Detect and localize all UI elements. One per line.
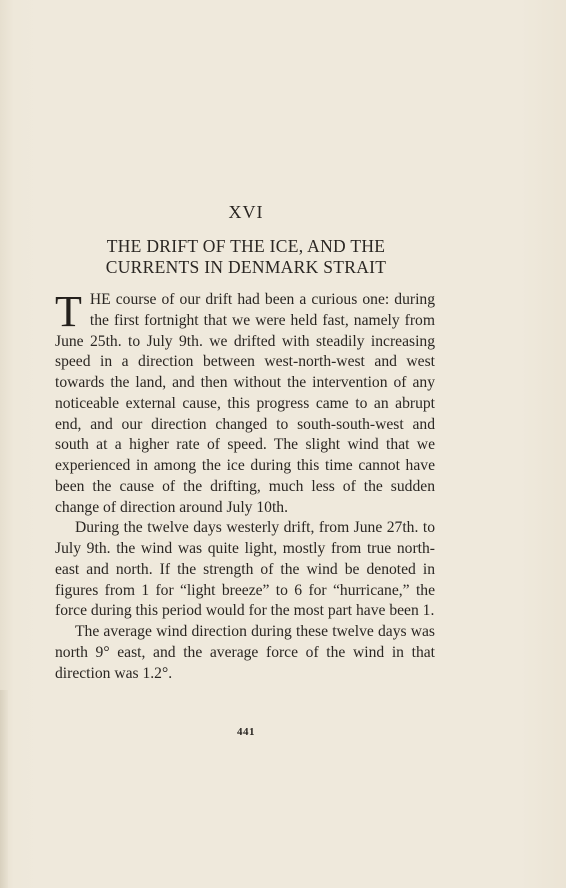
paragraph-1 <box>55 287 435 518</box>
chapter-title: THE DRIFT OF THE ICE, AND THE CURRENTS IN DENMARK STRAIT <box>105 236 387 277</box>
drop-cap: T <box>55 287 82 336</box>
body-text <box>55 287 435 684</box>
paragraph-2: During the twelve days westerly drift, from June 27th. to July 9th. the wind was quite light, mostly from true north-east and north. If the strength of the wind be denoted in figures from 1 for “light breeze” to 6 for “hurricane,” the force during this period would for the most part have been 1. <box>55 519 435 620</box>
chapter-number: XVI <box>228 202 264 222</box>
paragraph-3: The average wind direction during these twelve days was north 9° east, and the average force of the wind in that direction was 1.2°. <box>55 623 435 682</box>
paragraph-1-text: HE course of our drift had been a curious one: during the first fortnight that we were held fast, namely from June 25th. to July 9th. we drifted with steadily increasing speed in a direction between west-north-west and west towards the land, and then without the intervention of any noticeable external cause, this progress came to an abrupt end, and our direction changed to south-south-west and south at a higher rate of speed. The slight wind that we experienced in among the ice during this time cannot have been the cause of the drifting, much less of the sudden change of direction around July 10th. <box>55 291 435 516</box>
page-edge-shadow <box>0 690 8 888</box>
page-number: 441 <box>237 726 255 738</box>
